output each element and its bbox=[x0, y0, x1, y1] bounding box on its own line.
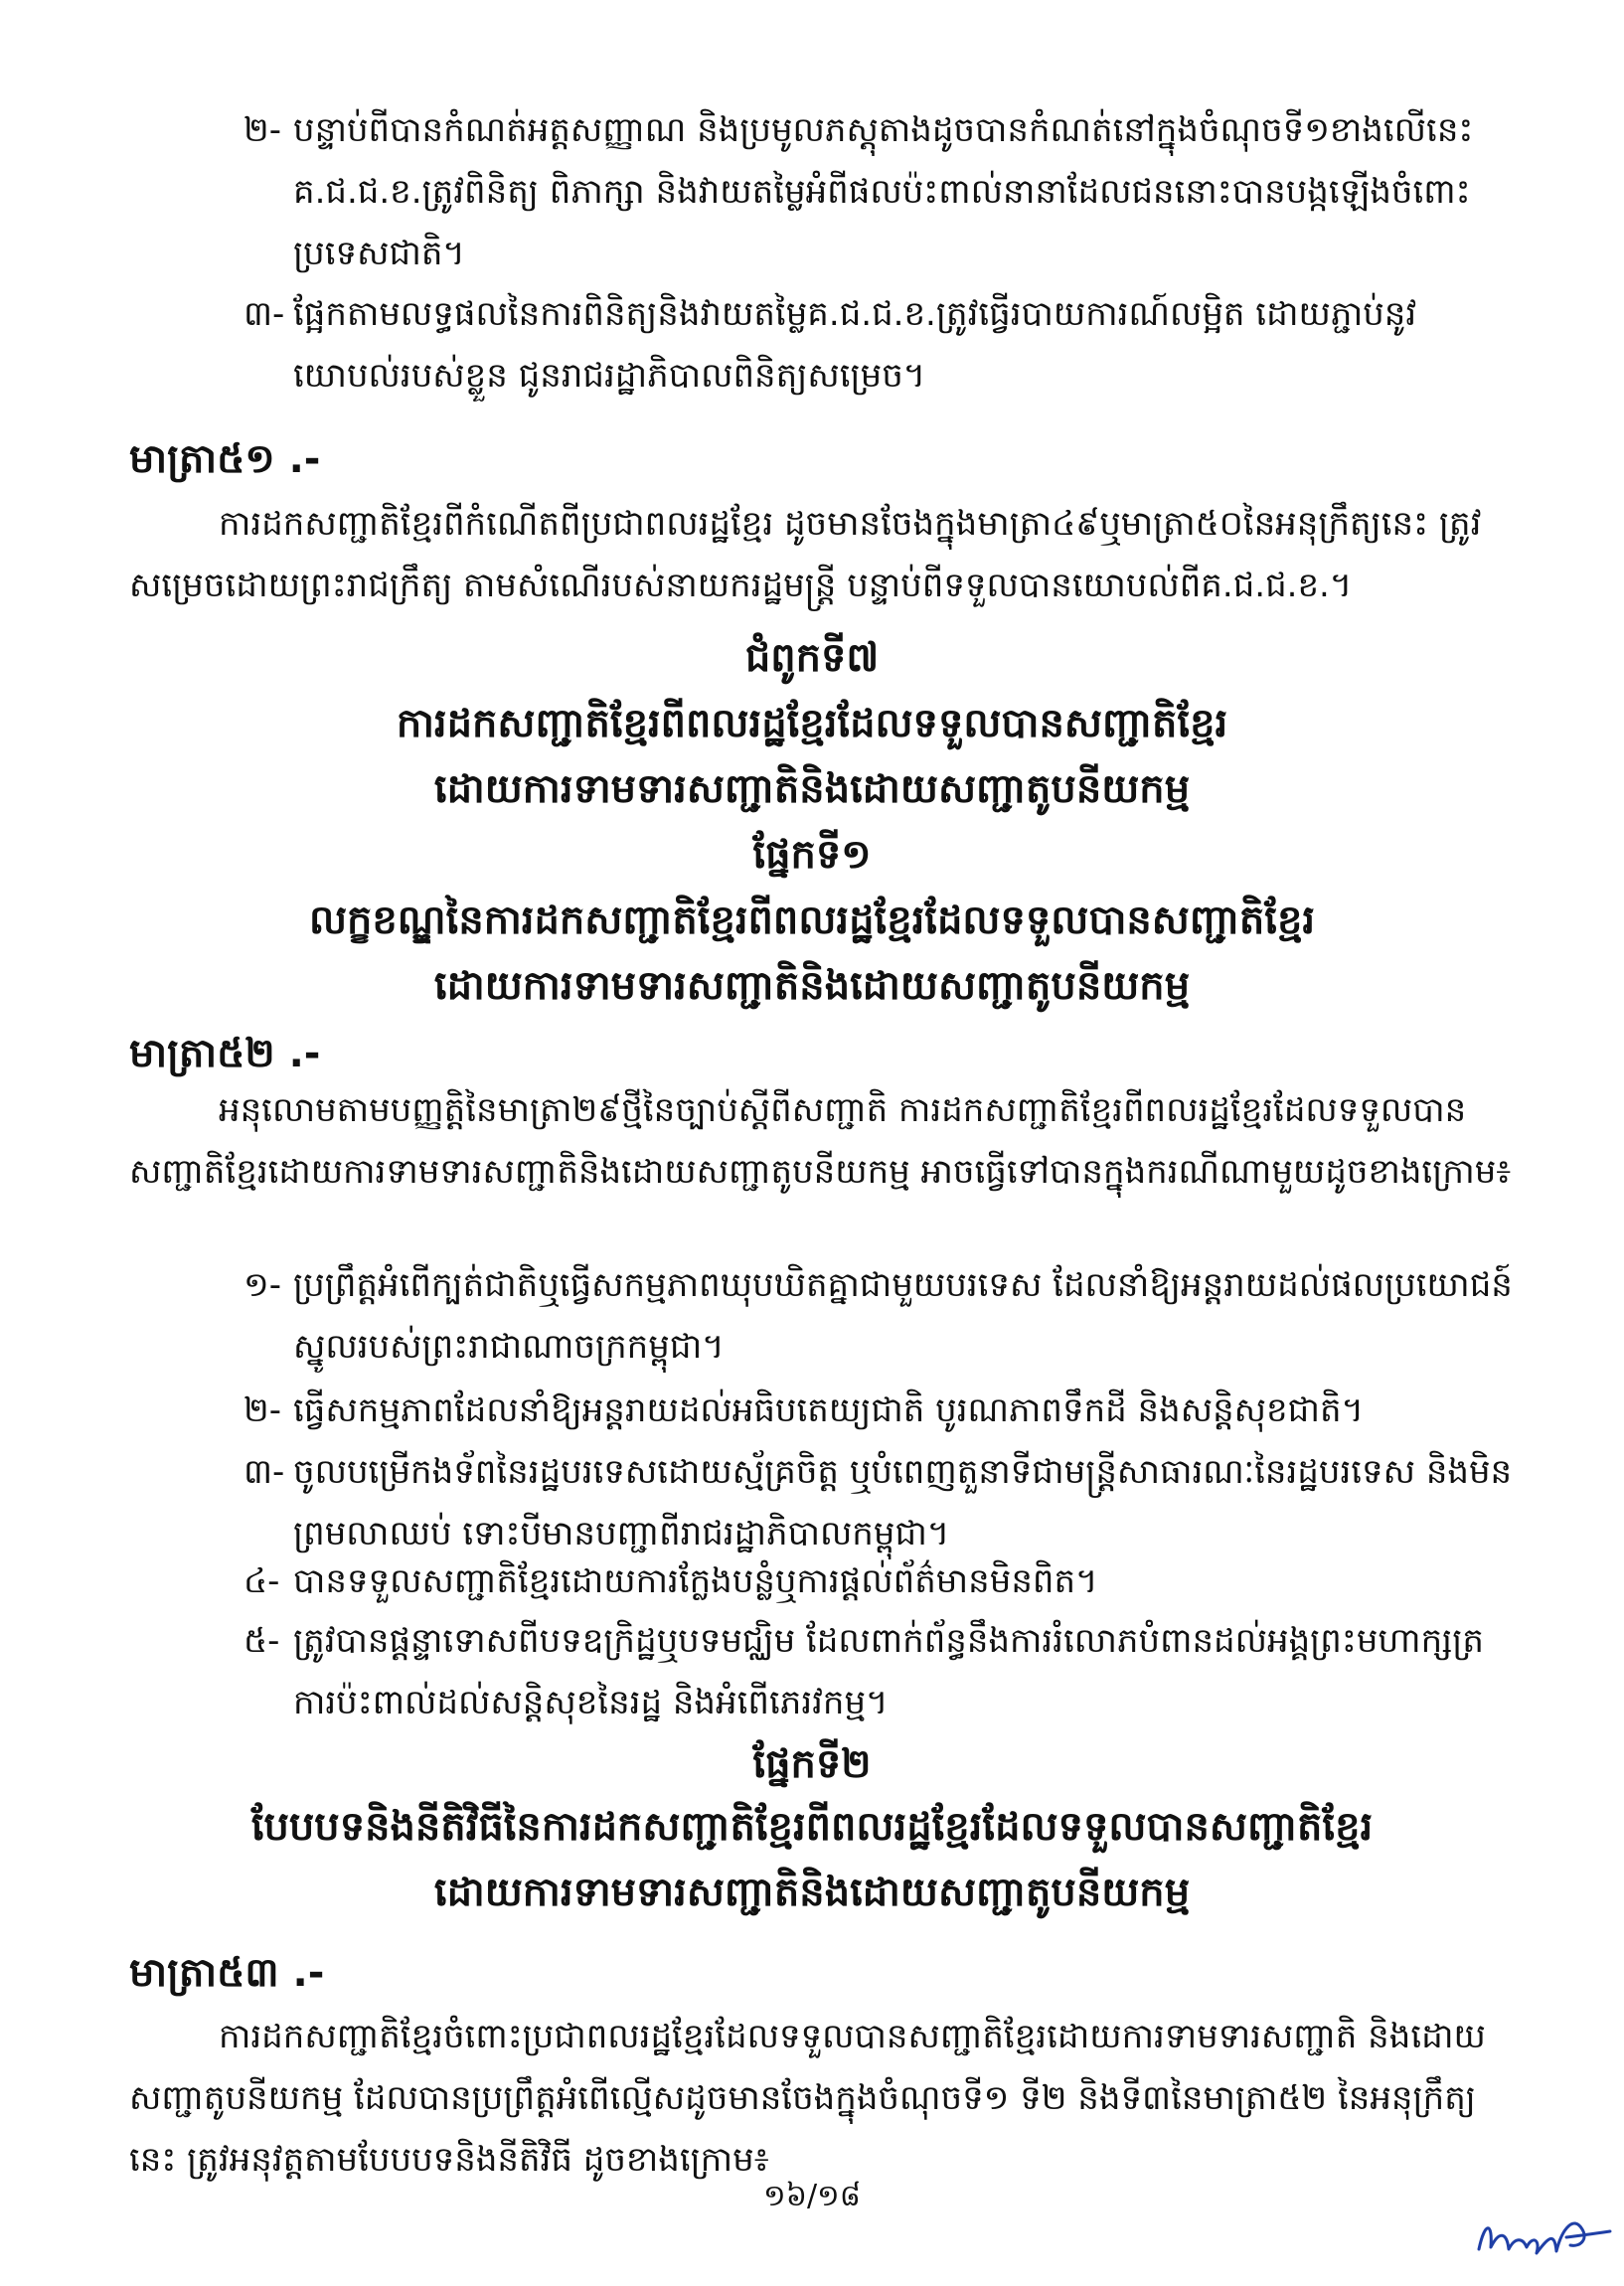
list-item bbox=[244, 1610, 1516, 1733]
list-item bbox=[244, 1441, 1516, 1564]
article-53-text: ការដកសញ្ជាតិខ្មែរចំពោះប្រជាពលរដ្ឋខ្មែរដែលទទួលបានសញ្ជាតិខ្មែរដោយការទាមទារសញ្ជាតិ និងដោយសញ្ជាតូបនីយកម្ម ដែលបានប្រព្រឹត្តអំពើល្មើសដូចមានចែងក្នុងចំណុចទី១ ទី២ និងទី៣នៃមាត្រា៥២ នៃអនុក្រឹត្យនេះ ត្រូវអនុវត្តតាមបែបបទនិងនីតិវិធី ដូចខាងក្រោម៖ bbox=[129, 2017, 1486, 2180]
chapter-heading-line: ការដកសញ្ជាតិខ្មែរពីពលរដ្ឋខ្មែរដែលទទួលបានសញ្ជាតិខ្មែរ bbox=[396, 701, 1228, 746]
section-title: ផ្នែកទី២ bbox=[752, 1741, 872, 1787]
list-item bbox=[244, 1380, 1516, 1441]
list-number: ៣- bbox=[244, 294, 285, 334]
section-heading-line: ដោយការទាមទារសញ្ជាតិនិងដោយសញ្ជាតូបនីយកម្ម bbox=[433, 1870, 1191, 1915]
list-text: ចូលបម្រើកងទ័ពនៃរដ្ឋបរទេសដោយស្ម័គ្រចិត្ត ឬបំពេញតួនាទីជាមន្ត្រីសាធារណៈនៃរដ្ឋបរទេស និងមិនព្រមលាឈប់ ទោះបីមានបញ្ជាពីរាជរដ្ឋាភិបាលកម្ពុជា។ bbox=[293, 1452, 1513, 1553]
list-text: បានទទួលសញ្ជាតិខ្មែរដោយការក្លែងបន្លំឬការផ្តល់ព័ត៌មានមិនពិត។ bbox=[293, 1561, 1098, 1601]
list-item bbox=[244, 283, 1516, 407]
signature-icon bbox=[1471, 2202, 1620, 2271]
list-item bbox=[244, 1254, 1516, 1378]
article-51-title: មាត្រា៥១ .- bbox=[129, 436, 321, 482]
list-item bbox=[244, 99, 1516, 284]
list-text: ធ្វើសកម្មភាពដែលនាំឱ្យអន្តរាយដល់អធិបតេយ្យជាតិ បូរណភាពទឹកដី និងសន្តិសុខជាតិ។ bbox=[293, 1390, 1364, 1430]
page-number: ១៦/១៨ bbox=[763, 2179, 861, 2213]
list-item bbox=[244, 1551, 1516, 1612]
article-52-title: មាត្រា៥២ .- bbox=[129, 1031, 321, 1076]
section-heading-line: ដោយការទាមទារសញ្ជាតិនិងដោយសញ្ជាតូបនីយកម្ម bbox=[433, 963, 1191, 1009]
list-number: ៥- bbox=[244, 1621, 280, 1661]
article-51-text: ការដកសញ្ជាតិខ្មែរពីកំណើតពីប្រជាពលរដ្ឋខ្មែរ ដូចមានចែងក្នុងមាត្រា៤៩ឬមាត្រា៥០នៃអនុក្រឹត្យនេះ ត្រូវសម្រេចដោយព្រះរាជក្រឹត្យ តាមសំណើរបស់នាយករដ្ឋមន្ត្រី បន្ទាប់ពីទទួលបានយោបល់ពីគ.ជ.ជ.ខ.។ bbox=[129, 504, 1482, 605]
chapter-heading-line: ដោយការទាមទារសញ្ជាតិនិងដោយសញ្ជាតូបនីយកម្ម bbox=[433, 766, 1191, 812]
section-title: ផ្នែកទី១ bbox=[752, 832, 872, 878]
section-heading-line: លក្ខខណ្ឌនៃការដកសញ្ជាតិខ្មែរពីពលរដ្ឋខ្មែរដែលទទួលបានសញ្ជាតិខ្មែរ bbox=[308, 898, 1316, 943]
list-number: ៣- bbox=[244, 1452, 285, 1492]
chapter-title: ជំពូកទី៧ bbox=[744, 635, 880, 681]
list-number: ១- bbox=[244, 1265, 282, 1305]
list-number: ២- bbox=[244, 1390, 282, 1430]
list-text: ត្រូវបានផ្តន្ទាទោសពីបទឧក្រិដ្ឋឬបទមជ្ឈិម ដែលពាក់ព័ន្ធនឹងការរំលោភបំពានដល់អង្គព្រះមហាក្សត្រ ការប៉ះពាល់ដល់សន្តិសុខនៃរដ្ឋ និងអំពើភេរវកម្ម។ bbox=[293, 1621, 1484, 1722]
list-text: ប្រព្រឹត្តអំពើក្បត់ជាតិឬធ្វើសកម្មភាពឃុបឃិតគ្នាជាមួយបរទេស ដែលនាំឱ្យអន្តរាយដល់ផលប្រយោជន៍ស្នូលរបស់ព្រះរាជាណាចក្រកម្ពុជា។ bbox=[293, 1265, 1513, 1367]
list-text: ផ្អែកតាមលទ្ធផលនៃការពិនិត្យនិងវាយតម្លៃគ.ជ.ជ.ខ.ត្រូវធ្វើរបាយការណ៍លម្អិត ដោយភ្ជាប់នូវយោបល់របស់ខ្លួន ជូនរាជរដ្ឋាភិបាលពិនិត្យសម្រេច។ bbox=[293, 294, 1417, 396]
article-53-title: មាត្រា៥៣ .- bbox=[129, 1950, 325, 1996]
section-heading-line: បែបបទនិងនីតិវិធីនៃការដកសញ្ជាតិខ្មែរពីពលរដ្ឋខ្មែរដែលទទួលបានសញ្ជាតិខ្មែរ bbox=[250, 1804, 1374, 1850]
list-number: ៤- bbox=[244, 1561, 280, 1601]
list-number: ២- bbox=[244, 110, 282, 150]
article-52-text: អនុលោមតាមបញ្ញត្តិនៃមាត្រា២៩ថ្មីនៃច្បាប់ស្តីពីសញ្ជាតិ ការដកសញ្ជាតិខ្មែរពីពលរដ្ឋខ្មែរដែលទទួលបានសញ្ជាតិខ្មែរដោយការទាមទារសញ្ជាតិនិងដោយសញ្ជាតូបនីយកម្ម អាចធ្វើទៅបានក្នុងករណីណាមួយដូចខាងក្រោម៖ bbox=[129, 1090, 1512, 1192]
list-text: បន្ទាប់ពីបានកំណត់អត្តសញ្ញាណ និងប្រមូលភស្តុតាងដូចបានកំណត់នៅក្នុងចំណុចទី១ខាងលើនេះ គ.ជ.ជ.ខ.ត្រូវពិនិត្យ ពិភាក្សា និងវាយតម្លៃអំពីផលប៉ះពាល់នានាដែលជននោះបានបង្កឡើងចំពោះប្រទេសជាតិ។ bbox=[293, 110, 1474, 273]
